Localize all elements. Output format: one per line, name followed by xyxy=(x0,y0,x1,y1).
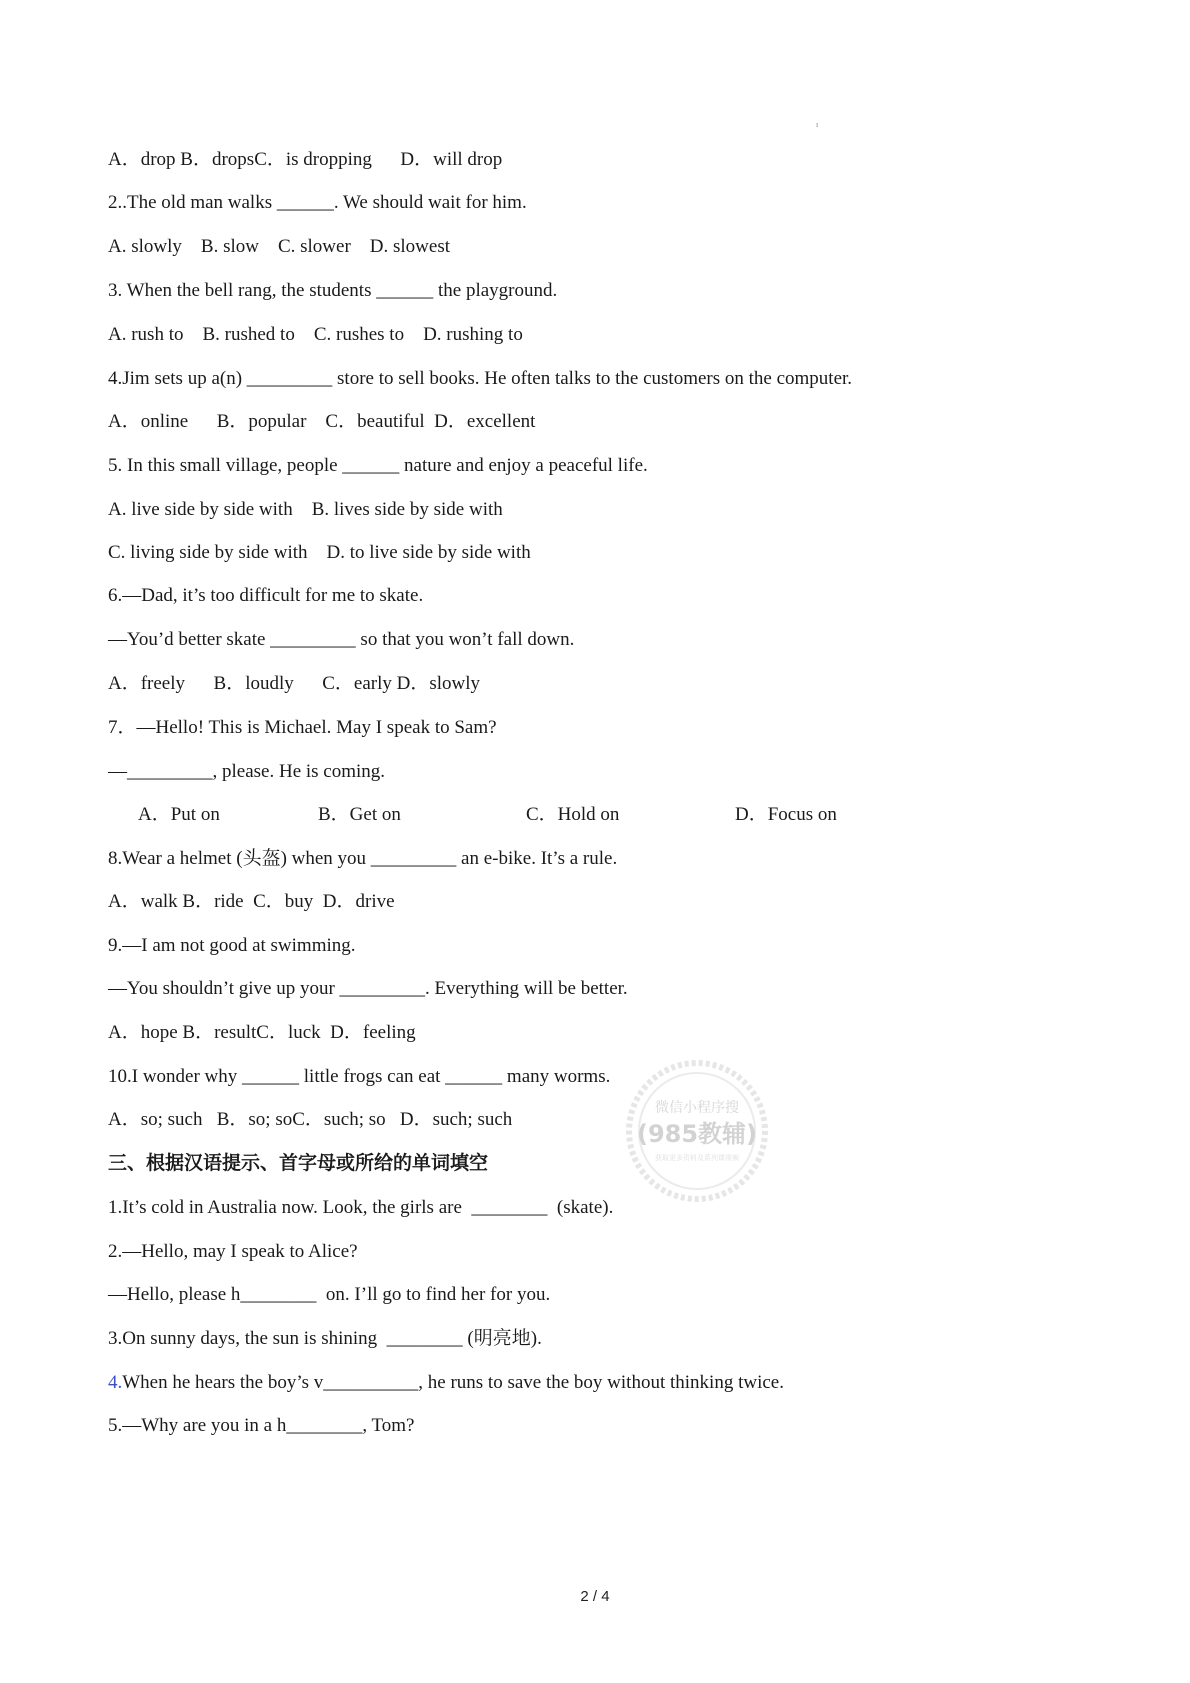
q4-stem: 4.Jim sets up a(n) _________ store to sell books. He often talks to the customers on the computer. xyxy=(108,368,853,389)
s3-q5: 5.—Why are you in a h________, Tom? xyxy=(108,1415,415,1436)
q1-options: A．drop B．dropsC．is dropping D．will drop xyxy=(108,149,503,170)
stamp-text-small: 获取更多资料及系列课视频 xyxy=(655,1154,739,1162)
s3-q4 xyxy=(108,1371,784,1395)
stamp-text-main: (985教辅) xyxy=(636,1120,758,1148)
q5-options-ab: A. live side by side with B. lives side by side with xyxy=(108,499,503,520)
q3-stem: 3. When the bell rang, the students ______ the playground. xyxy=(108,280,558,301)
section3-heading: 三、根据汉语提示、首字母或所给的单词填空 xyxy=(108,1152,489,1174)
q10-options: A．so; such B．so; soC．such; so D．such; such xyxy=(108,1109,513,1130)
q6-options: A．freely B．loudly C．early D．slowly xyxy=(108,673,481,694)
q5-stem: 5. In this small village, people ______ nature and enjoy a peaceful life. xyxy=(108,455,648,476)
s3-q4-text: When he hears the boy’s v__________, he runs to save the boy without thinking twice. xyxy=(122,1372,784,1393)
q7-stem: 7．—Hello! This is Michael. May I speak to Sam? xyxy=(108,717,497,738)
q2-stem: 2..The old man walks ______. We should wait for him. xyxy=(108,192,527,213)
q6-stem: 6.—Dad, it’s too difficult for me to skate. xyxy=(108,585,424,606)
q2-options: A. slowly B. slow C. slower D. slowest xyxy=(108,236,451,257)
q5-options-cd: C. living side by side with D. to live side by side with xyxy=(108,542,531,563)
q4-options: A．online B．popular C．beautiful D．excellent xyxy=(108,411,536,432)
q7-option-d: D．Focus on xyxy=(735,804,837,825)
q7-reply: —_________, please. He is coming. xyxy=(108,761,386,782)
q7-option-a: A．Put on xyxy=(138,804,220,825)
s3-q4-number: 4. xyxy=(108,1372,123,1393)
stamp-text-top: 微信小程序搜 xyxy=(655,1100,739,1116)
q3-options: A. rush to B. rushed to C. rushes to D. rushing to xyxy=(108,324,523,345)
q9-options: A．hope B．resultC．luck D．feeling xyxy=(108,1022,416,1043)
page-number: 2 / 4 xyxy=(580,1588,610,1605)
q8-options: A．walk B．ride C．buy D．drive xyxy=(108,891,395,912)
q7-option-b: B．Get on xyxy=(318,804,401,825)
s3-q2-stem: 2.—Hello, may I speak to Alice? xyxy=(108,1241,358,1262)
q6-reply: —You’d better skate _________ so that you won’t fall down. xyxy=(108,629,575,650)
q10-stem: 10.I wonder why ______ little frogs can eat ______ many worms. xyxy=(108,1066,611,1087)
q8-stem: 8.Wear a helmet (头盔) when you _________ an e-bike. It’s a rule. xyxy=(108,848,618,869)
s3-q2-reply: —Hello, please h________ on. I’ll go to find her for you. xyxy=(108,1284,551,1305)
tick-mark: ı xyxy=(816,120,819,129)
watermark-stamp xyxy=(622,1056,772,1206)
q9-reply: —You shouldn’t give up your _________. Everything will be better. xyxy=(108,978,628,999)
s3-q1: 1.It’s cold in Australia now. Look, the girls are ________ (skate). xyxy=(108,1197,614,1218)
q9-stem: 9.—I am not good at swimming. xyxy=(108,935,356,956)
s3-q3: 3.On sunny days, the sun is shining ________ (明亮地). xyxy=(108,1328,542,1349)
q7-option-c: C．Hold on xyxy=(526,804,620,825)
